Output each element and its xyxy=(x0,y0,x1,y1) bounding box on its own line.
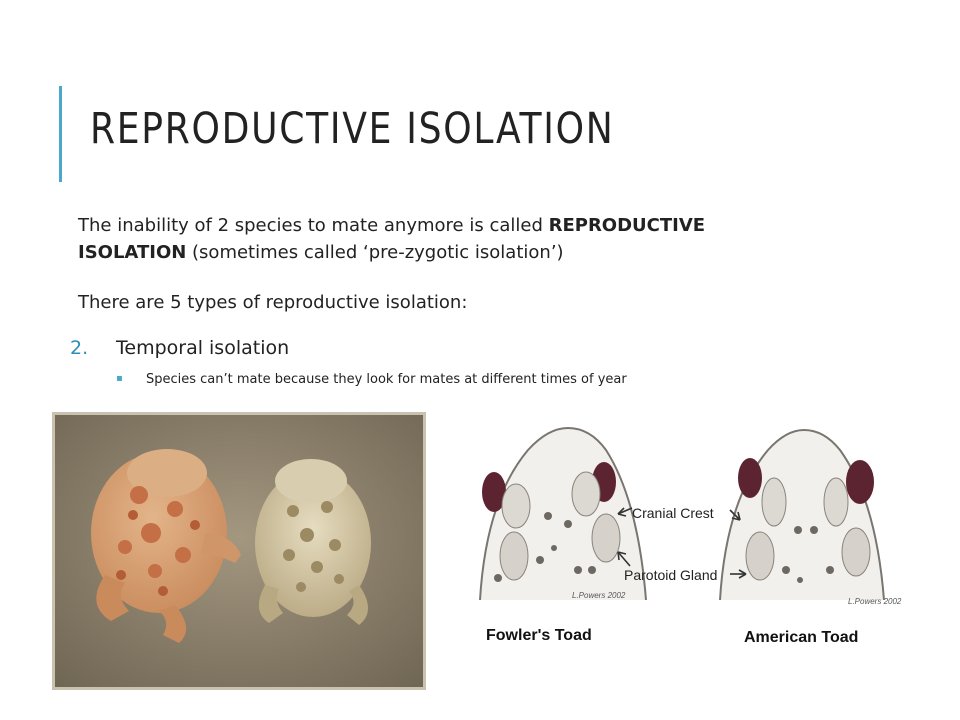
parotoid-gland-label: Parotoid Gland xyxy=(624,567,718,583)
definition-term: REPRODUCTIVE ISOLATION xyxy=(78,215,706,263)
fowlers-toad-caption: Fowler's Toad xyxy=(486,627,592,644)
definition-text-end: (sometimes called ‘pre-zygotic isolation’) xyxy=(186,242,564,263)
toad-heads-graphic xyxy=(468,420,908,656)
artist-signature-right: L.Powers 2002 xyxy=(848,597,902,606)
list-item-temporal-isolation xyxy=(70,337,289,359)
types-intro-paragraph: There are 5 types of reproductive isolation: xyxy=(78,292,468,313)
toads-photo xyxy=(52,412,426,690)
sub-bullet-text: Species can’t mate because they look for mates at different times of year xyxy=(146,372,627,387)
american-toad-caption: American Toad xyxy=(744,629,859,646)
slide-title: REPRODUCTIVE ISOLATION xyxy=(90,104,615,154)
toads-photo-graphic xyxy=(55,415,423,687)
toad-heads-diagram xyxy=(468,420,908,656)
cranial-crest-label: Cranial Crest xyxy=(632,505,714,521)
artist-signature-left: L.Powers 2002 xyxy=(572,591,626,600)
square-bullet-icon: ▪ xyxy=(116,373,123,384)
list-item-label: Temporal isolation xyxy=(116,337,290,359)
definition-paragraph xyxy=(78,212,818,266)
sub-bullet-item xyxy=(116,372,627,387)
title-accent-bar xyxy=(59,86,62,182)
definition-text-start: The inability of 2 species to mate anymore is called xyxy=(78,215,549,236)
list-item-number: 2. xyxy=(70,337,89,359)
